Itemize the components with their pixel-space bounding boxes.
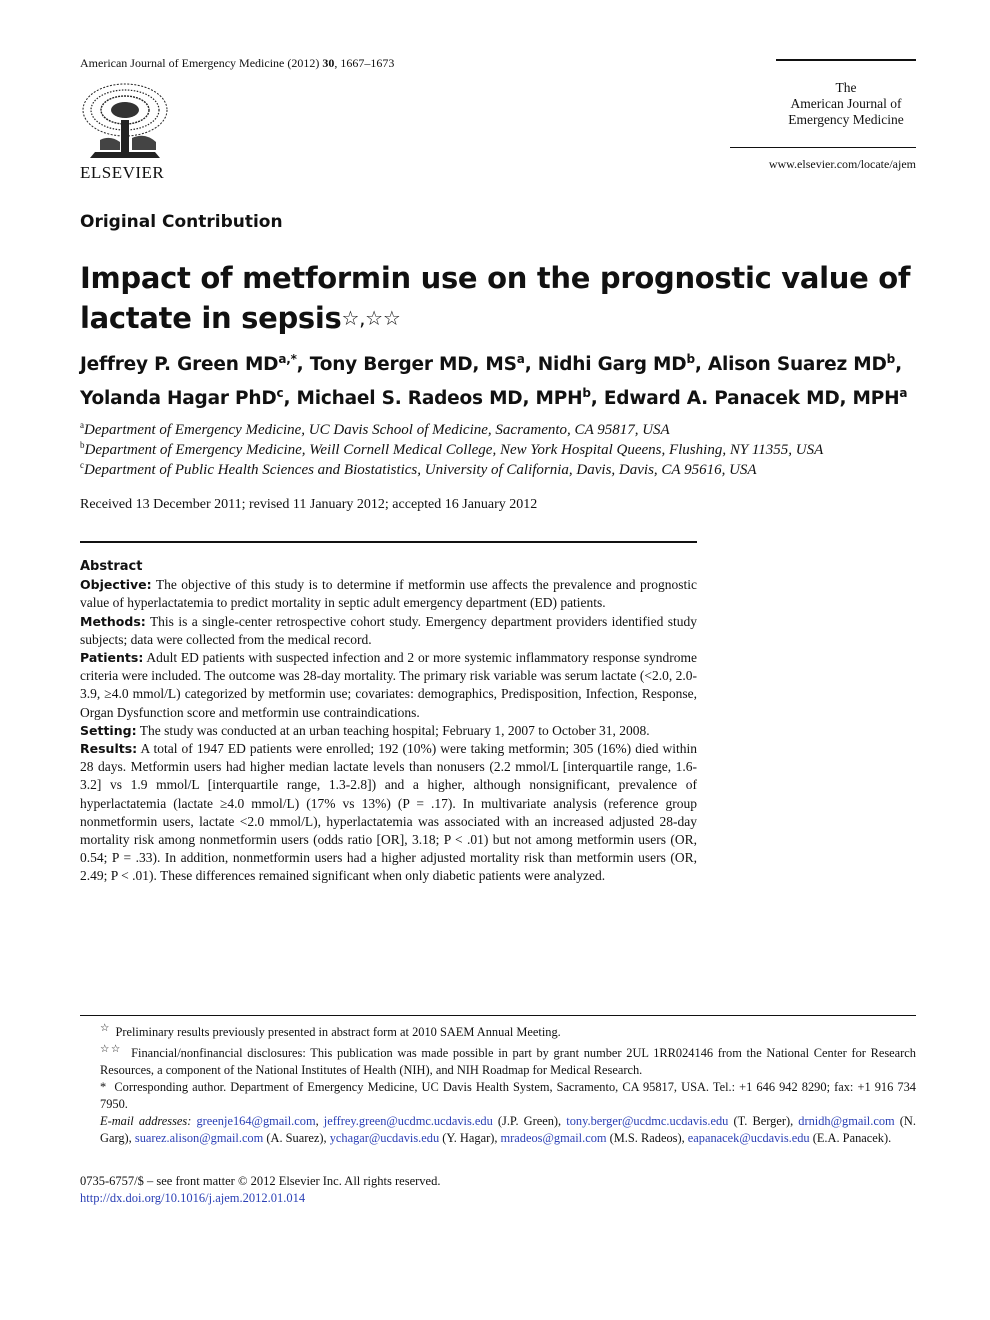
author-affiliation-mark[interactable]: c <box>276 386 284 401</box>
journal-title <box>776 80 916 128</box>
title-footnote-marks[interactable]: ☆,☆☆ <box>341 306 401 330</box>
footnotes <box>80 1020 916 1147</box>
abstract-rule <box>80 541 697 543</box>
author-affiliation-mark[interactable]: a,* <box>278 352 297 366</box>
author-name: Jeffrey P. Green MD <box>80 354 279 376</box>
journal-url[interactable]: www.elsevier.com/locate/ajem <box>768 157 916 171</box>
journal-citation: American Journal of Emergency Medicine (2012) 30, 1667–1673 <box>80 56 395 70</box>
author-affiliation-mark[interactable]: a <box>899 386 908 401</box>
affiliation: $^a$Department of Emergency Medicine, UC Davis School of Medicine, Sacramento, CA 95817, USA <box>80 420 670 438</box>
email-link[interactable]: jeffrey.green@ucdmc.ucdavis.edu <box>323 1114 493 1129</box>
journal-title-line: The <box>835 80 857 95</box>
abstract-section: Objective: The objective of this study is to determine if metformin use affects the prevalence and prognostic value of hyperlactatemia to predict mortality in septic adult emergency department (ED) patients. <box>80 577 697 611</box>
email-link[interactable]: tony.berger@ucdmc.ucdavis.edu <box>566 1114 729 1129</box>
author-name: Michael S. Radeos MD, MPH <box>296 388 583 410</box>
footnote: ☆ Preliminary results previously presented in abstract form at 2010 SAEM Annual Meeting. <box>100 1023 561 1040</box>
affiliation: $^c$Department of Public Health Sciences and Biostatistics, University of California, Davis, Davis, CA 95616, USA <box>80 460 757 478</box>
abstract-section: Methods: This is a single-center retrospective cohort study. Emergency department providers identified study subjects; data were collected from the medical record. <box>80 613 697 647</box>
author-list: Jeffrey P. Green $MD^{a,*}$, Tony Berger MD, $MS^a$, Nidhi Garg $MD^b$, Alison Suarez $MD^b$, Yolanda Hagar PhD$^c$, Michael S. Radeos MD, MPH$^b$, Edward A. Panacek MD, MPH$^a$ <box>80 352 908 410</box>
abstract <box>80 558 697 886</box>
email-link[interactable]: suarez.alison@gmail.com <box>134 1131 264 1146</box>
footnote: * Corresponding author. Department of Emergency Medicine, UC Davis Health System, Sacramento, CA 95817, USA. Tel.: +1 646 942 8290; fax: +1 916 734 7950. <box>100 1080 916 1112</box>
article-section: Original Contribution <box>80 212 283 232</box>
footnote-rule <box>80 1015 916 1016</box>
author-name: Alison Suarez MD <box>707 354 887 376</box>
author-name: Edward A. Panacek MD, MPH <box>603 388 900 410</box>
email-link[interactable]: eapanacek@ucdavis.edu <box>687 1131 810 1146</box>
email-link[interactable]: mradeos@gmail.com <box>500 1131 607 1146</box>
journal-title-line: Emergency Medicine <box>788 112 904 127</box>
author-name: Tony Berger MD, MS <box>309 354 517 376</box>
author-affiliation-mark[interactable]: b <box>582 386 591 401</box>
email-link[interactable]: ychagar@ucdavis.edu <box>329 1131 440 1146</box>
email-addresses: E-mail addresses: greenje164@gmail.com, jeffrey.green@ucdmc.ucdavis.edu (J.P. Green), tony.berger@ucdmc.ucdavis.edu (T. Berger), drnidh@gmail.com (N. Garg), suarez.alison@gmail.com (A. Suarez), ychagar@ucdavis.edu (Y. Hagar), mradeos@gmail.com (M.S. Radeos), eapanacek@ucdavis.edu (E.A. Panacek). <box>100 1114 916 1146</box>
abstract-section: Results: A total of 1947 ED patients were enrolled; 192 (10%) were taking metformin; 305 (16%) died within 28 days. Metformin users had higher median lactate levels than nonusers (2.2 mmol/L [interquartile range, 1.6-3.2] vs 1.9 mmol/L [interquartile range, 1.3-2.8]) and a higher, although nonsignificant, prevalence of hyperlactatemia (lactate ≥4.0 mmol/L) (17% vs 13%) (P = .17). In multivariate analysis (reference group nonmetformin users, lactate <2.0 mmol/L), hyperlactatemia was associated with an increased adjusted 28-day mortality risk among nonmetformin users (odds ratio [OR], 3.18; P < .01) but not among metformin users (OR, 0.54; P = .33). In addition, nonmetformin users had a higher adjusted mortality risk than metformin users (OR, 2.49; P < .01). These differences remained significant when only diabetic patients were analyzed. <box>80 741 697 884</box>
publisher-name: ELSEVIER <box>80 163 165 182</box>
copyright-block <box>80 1173 440 1207</box>
email-link[interactable]: greenje164@gmail.com <box>196 1114 316 1129</box>
footnote: ☆☆ Financial/nonfinancial disclosures: This publication was made possible in part by grant number 2UL 1RR024146 from the National Center for Research Resources, a component of the National Institutes of Health (NIH), and NIH Roadmap for Medical Research. <box>100 1044 917 1078</box>
author-name: Nidhi Garg MD <box>537 354 687 376</box>
affiliation: $^b$Department of Emergency Medicine, Weill Cornell Medical College, New York Hospital Queens, Flushing, NY 11355, USA <box>80 440 824 458</box>
abstract-section: Patients: Adult ED patients with suspected infection and 2 or more systemic inflammatory response syndrome criteria were included. The outcome was 28-day mortality. The primary risk variable was serum lactate (<2.0, 2.0-3.9, ≥4.0 mmol/L) categorized by metformin use; covariates: demographics, Predisposition, Infection, Response, Organ Dysfunction score and metformin use contraindications. <box>80 650 697 720</box>
article-title: Impact of metformin use on the prognostic value of lactate in sepsis☆,☆☆ <box>80 261 911 335</box>
received-dates: Received 13 December 2011; revised 11 January 2012; accepted 16 January 2012 <box>80 497 538 512</box>
abstract-section: Setting: The study was conducted at an urban teaching hospital; February 1, 2007 to October 31, 2008. <box>80 722 650 738</box>
abstract-heading: Abstract <box>80 559 143 574</box>
issn-copyright: 0735-6757/$ – see front matter © 2012 Elsevier Inc. All rights reserved. <box>80 1174 441 1188</box>
email-link[interactable]: drnidh@gmail.com <box>798 1114 895 1129</box>
author-name: Yolanda Hagar PhD <box>80 388 277 410</box>
journal-rule <box>776 59 916 61</box>
author-affiliation-mark[interactable]: a <box>516 352 525 366</box>
journal-divider <box>730 147 916 148</box>
doi-link[interactable]: http://dx.doi.org/10.1016/j.ajem.2012.01.014 <box>80 1191 306 1205</box>
journal-title-line: American Journal of <box>790 96 902 111</box>
author-affiliation-mark[interactable]: b <box>686 352 695 366</box>
author-affiliation-mark[interactable]: b <box>886 352 896 366</box>
